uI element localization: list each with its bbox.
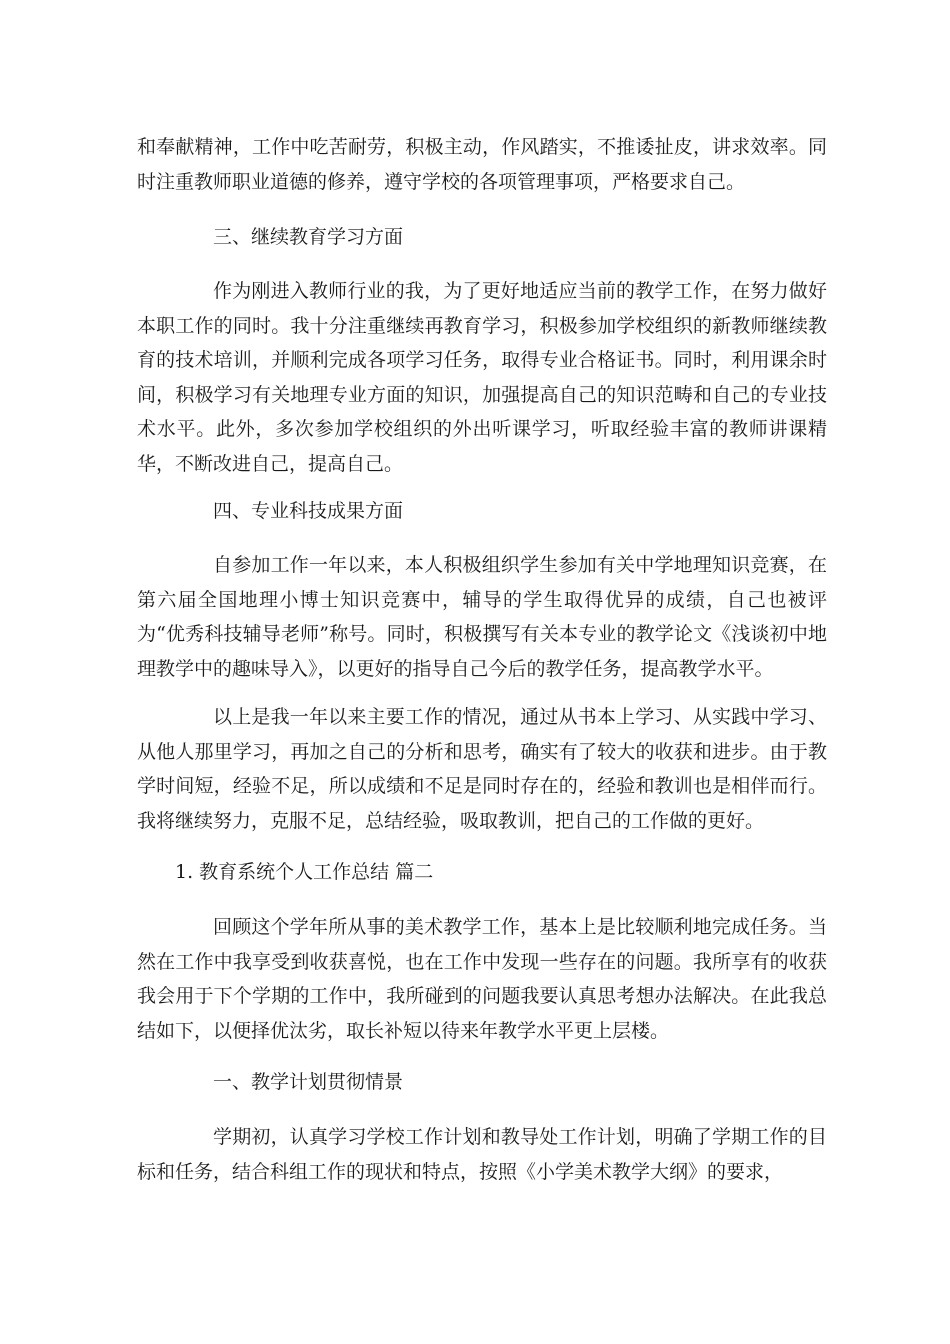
paragraph-tech-achievements: 自参加工作一年以来，本人积极组织学生参加有关中学地理知识竞赛，在第六届全国地理小博士知识竞赛中，辅导的学生取得优异的成绩，自己也被评为“优秀科技辅导老师”称号。同时，积极撰写有关本专业的教学论文《浅谈初中地理教学中的趣味导入》，以更好的指导自己今后的教学任务，提高教学水平。 bbox=[137, 554, 827, 680]
paragraph-dedication: 和奉献精神，工作中吃苦耐劳，积极主动，作风踏实，不推诿扯皮，讲求效率。同时注重教师职业道德的修养，遵守学校的各项管理事项，严格要求自己。 bbox=[137, 136, 827, 193]
section-heading-tech-achievements: 四、专业科技成果方面 bbox=[213, 500, 404, 522]
paragraph-continuing-education: 作为刚进入教师行业的我，为了更好地适应当前的教学工作，在努力做好本职工作的同时。我十分注重继续再教育学习，积极参加学校组织的新教师继续教育的技术培训，并顺利完成各项学习任务，取得专业合格证书。同时，利用课余时间，积极学习有关地理专业方面的知识，加强提高自己的知识范畴和自己的专业技术水平。此外，多次参加学校组织的外出听课学习，听取经验丰富的教师讲课精华，不断改进自己，提高自己。 bbox=[137, 280, 827, 475]
article-title-part-two: 1. 教育系统个人工作总结 篇二 bbox=[175, 861, 434, 883]
section-heading-continuing-education: 三、继续教育学习方面 bbox=[213, 226, 404, 248]
section-heading-teaching-plan: 一、教学计划贯彻情景 bbox=[213, 1071, 404, 1093]
paragraph-semester-start: 学期初，认真学习学校工作计划和教导处工作计划，明确了学期工作的目标和任务，结合科组工作的现状和特点，按照《小学美术教学大纲》的要求， bbox=[137, 1126, 827, 1183]
paragraph-summary: 以上是我一年以来主要工作的情况，通过从书本上学习、从实践中学习、从他人那里学习，再加之自己的分析和思考，确实有了较大的收获和进步。由于教学时间短，经验不足，所以成绩和不足是同时存在的，经验和教训也是相伴而行。我将继续努力，克服不足，总结经验，吸取教训，把自己的工作做的更好。 bbox=[137, 706, 827, 832]
paragraph-review: 回顾这个学年所从事的美术教学工作，基本上是比较顺利地完成任务。当然在工作中我享受到收获喜悦，也在工作中发现一些存在的问题。我所享有的收获我会用于下个学期的工作中，我所碰到的问题我要认真思考想办法解决。在此我总结如下，以便择优汰劣，取长补短以待来年教学水平更上层楼。 bbox=[137, 916, 827, 1042]
